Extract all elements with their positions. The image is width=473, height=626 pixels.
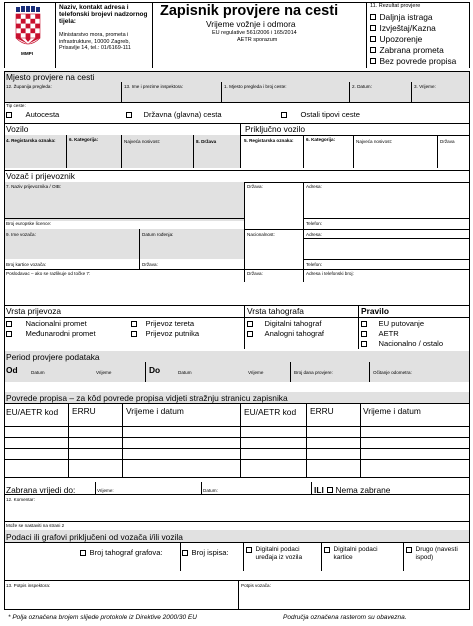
driver-signature-label: Potpis vozača: [241,583,271,588]
vehicle-unit-data[interactable]: Digitalni podaci uređaja iz vozila [246,546,314,562]
section-location: Mjesto provjere na cesti [6,72,95,82]
result-traffic-ban[interactable]: Zabrana prometa [370,46,444,54]
inspection-date-label: 2. Datum: [352,84,372,89]
checkbox[interactable] [370,58,376,64]
transport-national[interactable]: Nacionalni promet [6,320,87,328]
tachograph-charts-count[interactable]: Broj tahograf grafova: [80,549,163,557]
period-from-label: Od [6,365,18,375]
birth-date-label: Datum rođenja: [142,232,174,237]
period-from-date-label: Datum [31,370,45,375]
carrier-state-label: Država: [247,184,263,189]
tacho-analog[interactable]: Analogni tahograf [247,330,324,338]
inspection-time-label: 3. Vrijeme: [414,84,436,89]
checkbox[interactable] [182,550,188,556]
section-tachograph-type: Vrsta tahografa [247,306,304,316]
section-driver-carrier: Vozač i prijevoznik [6,171,75,181]
violations-col-erru-2: ERRU [310,406,334,416]
regulation-text: EU regulative 561/2006 i 165/2014 [212,30,297,36]
violation-row[interactable] [4,459,470,460]
driver-card-label: Broj kartice vozača: [6,262,47,267]
checkbox[interactable] [6,331,12,337]
checkbox[interactable] [361,331,367,337]
section-attachments: Podaci ili grafovi priključeni od vozača i/ili vozila [6,532,183,542]
section-trailer: Priključno vozilo [245,124,306,134]
printouts-count[interactable]: Broj ispisa: [182,549,229,557]
driver-phone-label: Telefon: [306,262,323,267]
employer-label: Poslodavac – ako se razlikuje od točke 7: [6,271,91,276]
form-title: Zapisnik provjere na cesti [160,3,339,19]
footer-note-mandatory: Područja označena rasterom su obavezna. [283,614,407,621]
section-period: Period provjere podataka [6,352,100,362]
road-type-state-road[interactable]: Državna (glavna) cesta [126,111,222,119]
checkbox[interactable] [370,47,376,53]
section-violations: Povrede propisa – za kôd povrede propisa vidjeti stražnju stranicu zapisnika [6,393,288,403]
result-label: 11. Rezultat provjere [370,3,421,9]
employer-contact-label: Adresa i telefonski broj: [306,271,354,276]
rule-eu[interactable]: EU putovanje [361,320,424,328]
vehicle-reg-label: 4. Registarska oznaka: [6,138,56,143]
checkbox[interactable] [327,487,333,493]
carrier-address-label: Adresa: [306,184,322,189]
ban-valid-until-label: Zabrana vrijedi do: [6,485,76,495]
checkbox[interactable] [247,331,253,337]
trailer-country-label: Država [440,139,455,144]
checkbox[interactable] [6,112,12,118]
violations-col-erru: ERRU [72,406,96,416]
violations-col-datetime-2: Vrijeme i datum [363,406,421,416]
checkbox[interactable] [370,14,376,20]
trailer-category-label: 6. Kategorija: [306,137,336,142]
card-data[interactable]: Digitalni podaci kartice [324,546,392,562]
road-type-other[interactable]: Ostali tipovi ceste [281,111,360,119]
inspection-place-label: 1. Mjesto pregleda i broj ceste: [224,84,287,89]
employer-state-label: Država: [247,271,263,276]
trailer-max-mass-label: Najveća nosivost: [356,139,393,144]
logo-caption: MMPI [21,51,33,56]
no-ban-checkbox[interactable]: Nema zabrane [327,486,390,494]
result-warning[interactable]: Upozorenje [370,35,422,43]
checkbox[interactable] [370,25,376,31]
ban-date-label: Datum: [203,488,218,493]
inspector-signature-label: 13. Potpis inspektora: [6,583,51,588]
result-report-fine[interactable]: Izvještaj/Kazna [370,24,436,32]
section-rule: Pravilo [361,306,389,316]
footer-note-directive: * Polja označena brojem slijede protokole iz Direktive 2000/30 EU [8,614,197,621]
road-type-motorway[interactable]: Autocesta [6,111,59,119]
checkbox[interactable] [361,321,367,327]
checkbox[interactable] [131,331,137,337]
county-label: 12. Županija pregleda: [6,84,52,89]
carrier-phone-label: Telefon: [306,221,323,226]
violation-row[interactable] [4,437,470,438]
violation-row[interactable] [4,448,470,449]
form-subtitle: Vrijeme vožnje i odmora [206,19,296,29]
transport-passengers[interactable]: Prijevoz putnika [131,330,199,338]
driver-address-label: Adresa: [306,232,322,237]
result-no-violation[interactable]: Bez povrede propisa [370,57,456,65]
inspector-name-label: 13. Ime i prezime inspektora: [124,84,183,89]
violation-row[interactable] [4,426,470,427]
section-vehicle: Vozilo [6,124,29,134]
vehicle-category-label: 6. Kategorija: [69,137,99,142]
comment-label: 12. Komentar: [6,497,35,502]
checkbox[interactable] [247,321,253,327]
org-title: Naziv, kontakt adresa i telefonski brojevi nadzornog tijela: [59,4,148,26]
comment-field[interactable] [4,521,470,522]
trailer-reg-label: 5. Registarska oznaka: [244,138,294,143]
agreement-text: AETR sporazum [237,37,278,43]
rule-national[interactable]: Nacionalno / ostalo [361,340,443,348]
check-days-label: Broj dana provjere: [294,370,333,375]
violations-col-code: EU/AETR kod [6,407,59,417]
checkbox[interactable] [246,547,252,553]
carrier-name-label: 7. Naziv prijevoznika / OIB: [6,184,62,189]
checkbox[interactable] [6,321,12,327]
violations-col-datetime: Vrijeme i datum [126,406,184,416]
rule-aetr[interactable]: AETR [361,330,399,338]
driver-state-label: Država: [142,262,158,267]
checkbox[interactable] [361,341,367,347]
ban-time-label: Vrijeme: [97,488,114,493]
period-from-time-label: Vrijeme [96,370,112,375]
tacho-digital[interactable]: Digitalni tahograf [247,320,322,328]
odometer-label: Očitanje odometra: [373,370,412,375]
checkbox[interactable] [406,547,412,553]
org-address: Ministarstvo mora, prometa i infrastrukture, 10000 Zagreb, Prisavlje 14, tel.: 01/6169-111 [59,32,131,52]
violations-col-code-2: EU/AETR kod [244,407,297,417]
checkbox[interactable] [126,112,132,118]
period-to-date-label: Datum [178,370,192,375]
period-to-time-label: Vrijeme [248,370,264,375]
ban-or-label: ILI [314,485,324,495]
period-to-label: Do [149,365,161,375]
vehicle-max-mass-label: Najveća nosivost: [124,139,161,144]
checkbox[interactable] [131,321,137,327]
checkbox[interactable] [80,550,86,556]
checkbox[interactable] [324,547,330,553]
driver-name-label: 9. Ime vozača: [6,232,36,237]
croatian-coat-of-arms-logo [12,6,44,50]
continue-note: Može se nastaviti na strani 2 [6,523,65,528]
transport-international[interactable]: Međunarodni promet [6,330,96,338]
road-type-label: Tip ceste: [6,103,26,108]
section-transport-type: Vrsta prijevoza [6,306,62,316]
nationality-label: Nacionalnost: [247,232,275,237]
other-attachment[interactable]: Drugo (navesti ispod) [406,546,472,562]
result-further-investigation[interactable]: Daljnja istraga [370,13,433,21]
vehicle-country-label: 8. Država [196,139,217,144]
transport-goods[interactable]: Prijevoz tereta [131,320,194,328]
eu-license-label: Broj europske licence: [6,221,52,226]
checkbox[interactable] [281,112,287,118]
checkbox[interactable] [370,36,376,42]
